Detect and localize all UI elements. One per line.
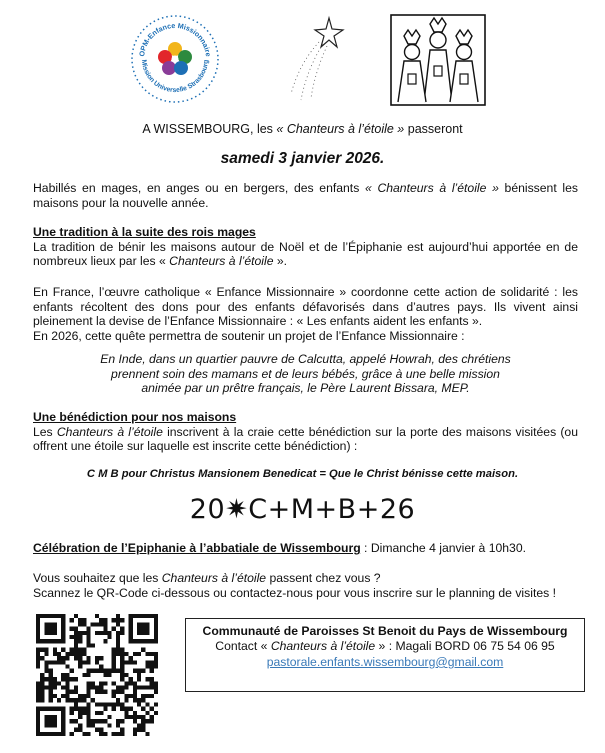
logo-top-text: OPM-Enfance Missionnaire: [137, 20, 213, 58]
enfance-missionnaire-logo: [130, 14, 220, 104]
tradition-heading: Une tradition à la suite des rois mages: [33, 225, 256, 239]
intro-line: A WISSEMBOURG, les « Chanteurs à l’étoile » passeront: [142, 122, 463, 136]
solidarity-paragraph: En France, l’œuvre catholique « Enfance Missionnaire » coordonne cette action de solidarité : les enfants récoltent des dons pour des enfants défavorisés dans d’autres pays. Ils vivent ainsi pleinement la devise de l’Enfance Missionnaire : « Les enfants aident les enfants ». En 2026, cette quête permettra de soutenir un projet de l’Enfance Missionnaire :: [33, 285, 578, 343]
contact-email-link[interactable]: pastorale.enfants.wissembourg@gmail.com: [266, 654, 504, 669]
qr-code[interactable]: [36, 614, 158, 736]
contact-line: Contact « Chanteurs à l’étoile » : Magali BORD 06 75 54 06 95: [215, 639, 555, 654]
tradition-section: Une tradition à la suite des rois mages La tradition de bénir les maisons autour de Noël et de l’Épiphanie est aujourd’hui apportée en de nombreux lieux par les « Chanteurs à l’étoile ».: [33, 225, 578, 269]
intro-paragraph: Habillés en mages, en anges ou en bergers, des enfants « Chanteurs à l’étoile » bénissent les maisons pour la nouvelle année.: [33, 181, 578, 210]
blessing-heading: Une bénédiction pour nos maisons: [33, 410, 237, 424]
event-date: samedi 3 janvier 2026.: [220, 150, 385, 167]
chalk-inscription: 20✷C+M+B+26: [189, 494, 416, 525]
logo-bottom-text: Mission Universelle Strasbourg: [139, 59, 211, 95]
contact-box: [185, 618, 585, 692]
three-kings-icon: [390, 14, 486, 106]
cmb-explanation: C M B pour Christus Mansionem Benedicat = Que le Christ bénisse cette maison.: [86, 468, 519, 480]
invite-paragraph: Vous souhaitez que les Chanteurs à l’étoile passent chez vous ? Scannez le QR-Code ci-dessous ou contactez-nous pour vous inscrire sur le planning de visites !: [33, 571, 556, 600]
project-quote: En Inde, dans un quartier pauvre de Calcutta, appelé Howrah, des chrétiens prennent soin des mamans et de leurs bébés, grâce à une belle mission animée par un prêtre français, le Père Laurent Bissara, MEP.: [100, 352, 511, 396]
contact-title: Communauté de Paroisses St Benoit du Pays de Wissembourg: [202, 624, 568, 638]
celebration-line: Célébration de l’Epiphanie à l’abbatiale de Wissembourg : Dimanche 4 janvier à 10h30.: [33, 541, 526, 555]
blessing-section: Une bénédiction pour nos maisons Les Chanteurs à l’étoile inscrivent à la craie cette bénédiction sur la porte des maisons visitées (ou offrent une étoile sur laquelle est inscrite cette bénédiction) :: [33, 410, 578, 454]
shooting-star-icon: [285, 14, 347, 106]
